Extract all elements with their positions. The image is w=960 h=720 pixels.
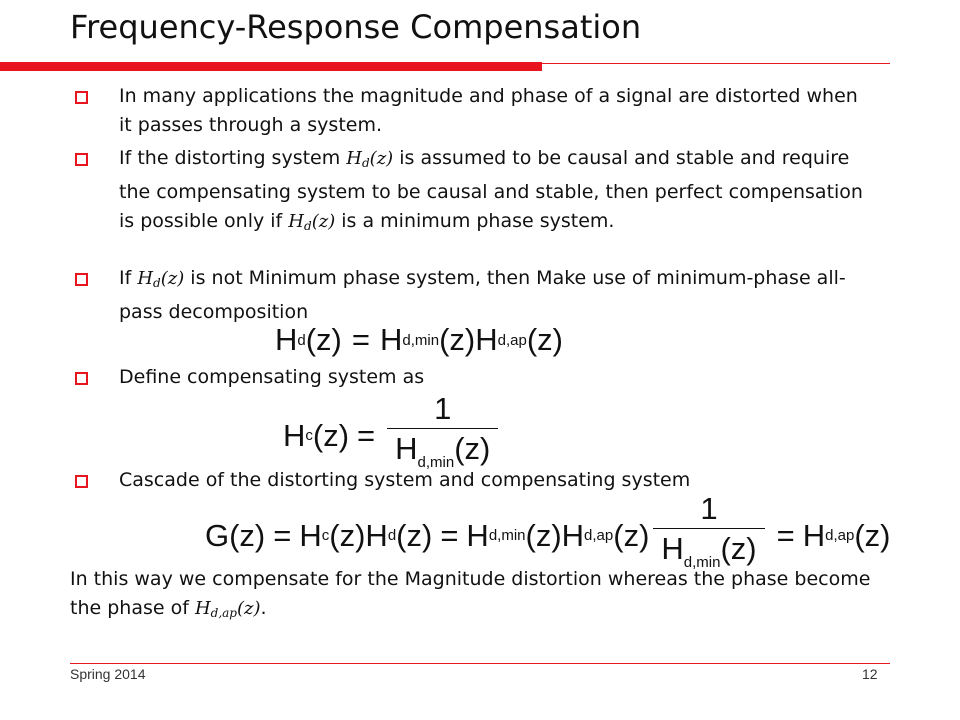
math-hdap-z: $H_{d,ap}(z)$ [194,598,261,620]
bullet-2-text-part1: If the distorting system [119,147,347,169]
bullet-square-icon [75,273,88,286]
bullet-4-text: Define compensating system as [119,366,425,388]
equation-compensator: H c (z) = $\frac{1}{H_{d,min}(z)}$ [283,390,502,481]
equation-cascade: G(z) = H c (z) H d (z) = H d,min (z) H d,ap (z) $\frac{1}{H_{d,min}(z)}$ = H d,ap (z) [205,490,891,581]
conclusion-paragraph: In this way we compensate for the Magnitude distortion whereas the phase become the phase of $H_{d,ap}(z)$. [70,568,871,620]
bullet-square-icon [75,372,88,385]
footer-divider [70,663,890,664]
bullet-square-icon [75,475,88,488]
bullet-2-text-part3: is a minimum phase system. [335,210,615,232]
fraction: $\frac{1}{H_{d,min}(z)}$ [653,490,764,581]
bullet-1-text: In many applications the magnitude and phase of a signal are distorted when it passes through a system. [119,85,858,136]
bullet-2-text-part2: is assumed to be causal and stable and require the compensating system to be causal and stable, then perfect compensation is possible only if [119,147,863,232]
bullet-5-text: Cascade of the distorting system and compensating system [119,469,691,491]
title-underline-bar [0,62,542,71]
math-hd-z: $H_d(z)$ [288,211,336,233]
math-hd-z: $H_d(z)$ [137,268,185,290]
bullet-4 [73,363,863,392]
footer-date: Spring 2014 [70,666,146,682]
bullet-square-icon [75,91,88,104]
bullet-square-icon [75,153,88,166]
title-underline-line [542,63,890,64]
bullet-2 [73,144,863,241]
bullet-3-text-part2: is not Minimum phase system, then Make use of minimum-phase all-pass decomposition [119,267,846,323]
page-title: Frequency-Response Compensation [70,8,642,46]
equation-decomposition: H d (z) = H d,min (z) H d,ap (z) [275,322,563,357]
bullet-3 [73,264,863,327]
math-hd-z: $H_d(z)$ [346,148,394,170]
fraction: $\frac{1}{H_{d,min}(z)}$ [387,390,498,481]
bullet-3-text-part1: If [119,267,138,289]
page-number: 12 [862,666,878,682]
bullet-1 [73,82,863,140]
